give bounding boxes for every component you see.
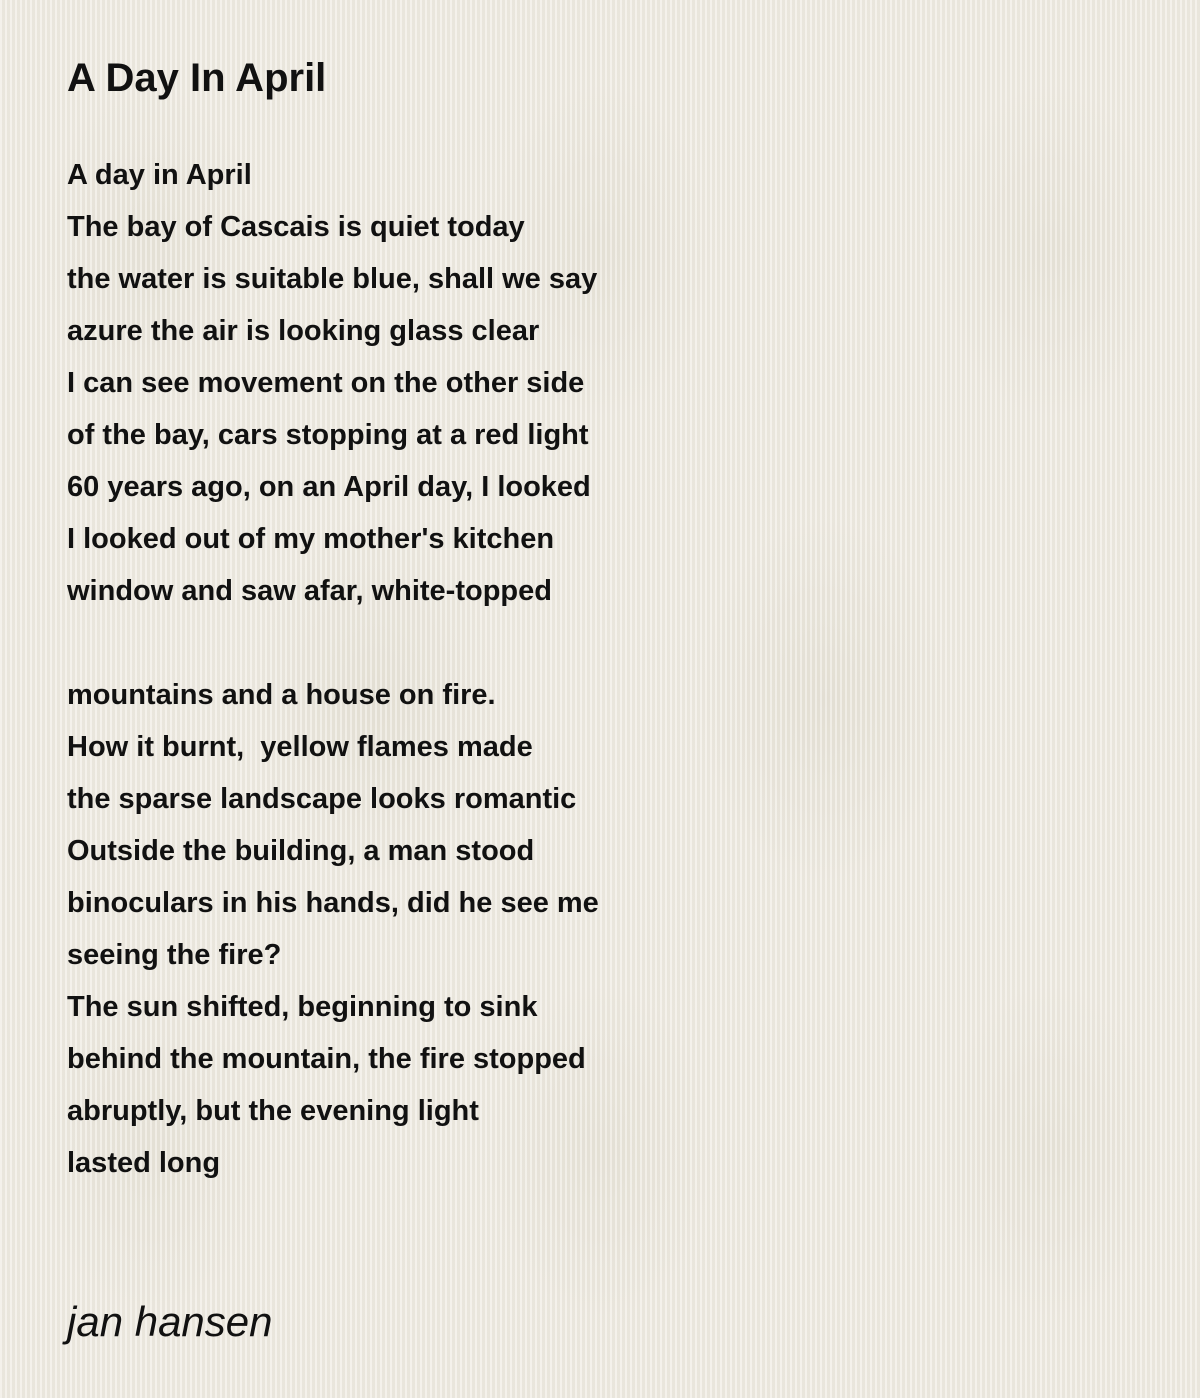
stanza-break <box>67 617 599 669</box>
poem-line: 60 years ago, on an April day, I looked <box>67 471 591 503</box>
author-name: jan hansen <box>67 1298 273 1345</box>
poem-line: binoculars in his hands, did he see me <box>67 887 599 919</box>
poem-line: Outside the building, a man stood <box>67 835 535 867</box>
poem-line: The sun shifted, beginning to sink <box>67 991 538 1023</box>
poem-body <box>67 149 599 1189</box>
poem-line: I looked out of my mother's kitchen <box>67 523 555 555</box>
poem-line: lasted long <box>67 1147 221 1179</box>
poem-line: of the bay, cars stopping at a red light <box>67 419 589 451</box>
poem-line: I can see movement on the other side <box>67 367 585 399</box>
poem-line: azure the air is looking glass clear <box>67 315 540 347</box>
poem-line: The bay of Cascais is quiet today <box>67 211 525 243</box>
poem-line: seeing the fire? <box>67 939 282 971</box>
poem-line: mountains and a house on fire. <box>67 679 496 711</box>
poem-line: behind the mountain, the fire stopped <box>67 1043 586 1075</box>
poem-line: abruptly, but the evening light <box>67 1095 479 1127</box>
poem-title: A Day In April <box>67 56 327 100</box>
poem-line: A day in April <box>67 159 252 191</box>
poem-line: window and saw afar, white-topped <box>67 575 552 607</box>
poem-line: the water is suitable blue, shall we say <box>67 263 598 295</box>
poem-line: the sparse landscape looks romantic <box>67 783 577 815</box>
poem-line: How it burnt, yellow flames made <box>67 731 533 763</box>
